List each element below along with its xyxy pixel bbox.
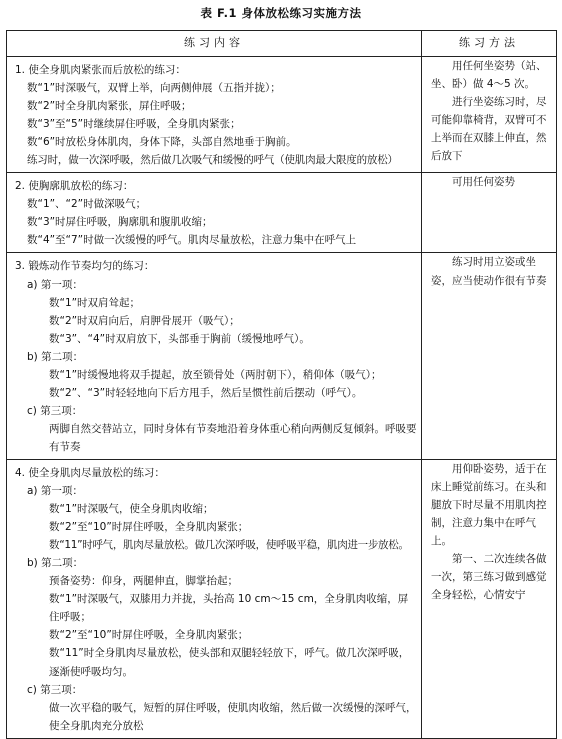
- sub-item-heading: b) 第二项：: [27, 350, 84, 363]
- relaxation-exercise-table: [6, 30, 557, 739]
- step-line: 预备姿势：仰身，两腿伸直，脚掌抬起；: [49, 575, 238, 588]
- step-line: 数“1”、“2”时做深吸气；: [27, 198, 147, 211]
- method-text: 用仰卧姿势，适于在床上睡觉前练习。在头和腿放下时尽量不用肌肉控制，注意力集中在呼气上。: [431, 462, 547, 548]
- step-line: 两脚自然交替站立，同时身体有节奏地沿着身体重心稍向两侧反复倾斜。呼吸要有节奏: [49, 422, 417, 453]
- step-line: 数“4”至“7”时做一次缓慢的呼气。肌肉尽量放松，注意力集中在呼气上: [27, 234, 357, 247]
- method-cell: [422, 173, 557, 253]
- step-line: 练习时，做一次深呼吸，然后做几次吸气和缓慢的呼气（使肌肉最大限度的放松）: [27, 154, 398, 167]
- content-cell: [7, 173, 422, 253]
- method-text: 可用任何姿势: [452, 176, 515, 189]
- item-heading: 3. 锻炼动作节奏均匀的练习：: [15, 260, 155, 273]
- table-row: [7, 253, 557, 460]
- step-line: 数“3”至“5”时继续屏住呼吸，全身肌肉紧张；: [27, 118, 241, 131]
- sub-item-heading: a) 第一项：: [27, 485, 83, 498]
- step-line: 数“2”、“3”时轻轻地向下后方甩手，然后呈惯性前后摆动（呼气）。: [49, 386, 363, 399]
- step-line: 数“1”时深吸气，双膝用力并拢，头抬高 10 cm～15 cm，全身肌肉收缩，屏住呼吸；: [49, 593, 409, 624]
- step-line: 做一次平稳的吸气，短暂的屏住呼吸，使肌肉收缩，然后做一次缓慢的深呼气，使全身肌肉充分放松: [49, 701, 417, 732]
- step-line: 数“11”时全身肌肉尽量放松，使头部和双腿轻轻放下，呼气。做几次深呼吸，逐渐使呼吸均匀。: [49, 647, 410, 678]
- method-text: 进行坐姿练习时，尽可能仰靠椅背，双臂可不上举而在双膝上伸直，然后放下: [431, 96, 547, 163]
- step-line: 数“11”时呼气，肌肉尽量放松。做几次深呼吸，使呼吸平稳，肌肉进一步放松。: [49, 539, 409, 552]
- step-line: 数“3”时屏住呼吸，胸廓肌和腹肌收缩；: [27, 216, 213, 229]
- table-row: [7, 173, 557, 253]
- table-title: 表 F.1 身体放松练习实施方法: [200, 6, 362, 20]
- method-cell: [422, 57, 557, 173]
- step-line: 数“3”、“4”时双肩放下，头部垂于胸前（缓慢地呼气）。: [49, 332, 310, 345]
- step-line: 数“1”时双肩耸起；: [49, 296, 141, 309]
- method-text: 练习时用立姿或坐姿，应当使动作很有节奏: [431, 256, 547, 287]
- item-heading: 1. 使全身肌肉紧张而后放松的练习：: [15, 64, 186, 76]
- header-content: 练习内容: [7, 31, 422, 57]
- method-text: 用任何坐姿势（站、坐、卧）做 4～5 次。: [431, 60, 547, 91]
- item-heading: 2. 使胸廓肌放松的练习：: [15, 180, 134, 193]
- method-cell: [422, 253, 557, 460]
- method-text: 第一、二次连续各做一次，第三练习做到感觉全身轻松，心情安宁: [431, 553, 547, 602]
- step-line: 数“2”至“10”时屏住呼吸，全身肌肉紧张；: [49, 521, 249, 534]
- content-cell: [7, 459, 422, 738]
- step-line: 数“1”时缓慢地将双手提起，放至锁骨处（两肘朝下），稍仰体（吸气）；: [49, 368, 382, 381]
- step-line: 数“2”至“10”时屏住呼吸，全身肌肉紧张；: [49, 629, 249, 642]
- content-cell: [7, 253, 422, 460]
- sub-item-heading: b) 第二项：: [27, 557, 84, 570]
- step-line: 数“2”时全身肌肉紧张，屏住呼吸；: [27, 100, 192, 113]
- step-line: 数“1”时深吸气，使全身肌肉收缩；: [49, 503, 214, 516]
- step-line: 数“2”时双肩向后，肩胛骨展开（吸气）；: [49, 314, 240, 327]
- content-cell: [7, 57, 422, 173]
- table-header-row: [7, 31, 557, 57]
- header-method: 练习方法: [422, 31, 557, 57]
- item-heading: 4. 使全身肌肉尽量放松的练习：: [15, 466, 165, 479]
- sub-item-heading: a) 第一项：: [27, 278, 83, 291]
- method-cell: [422, 459, 557, 738]
- table-row: [7, 57, 557, 173]
- sub-item-heading: c) 第三项：: [27, 404, 83, 417]
- step-line: 数“6”时放松身体肌肉，身体下降，头部自然地垂于胸前。: [27, 136, 297, 149]
- sub-item-heading: c) 第三项：: [27, 683, 83, 696]
- table-row: [7, 459, 557, 738]
- step-line: 数“1”时深吸气，双臂上举，向两侧伸展（五指并拢）；: [27, 82, 281, 95]
